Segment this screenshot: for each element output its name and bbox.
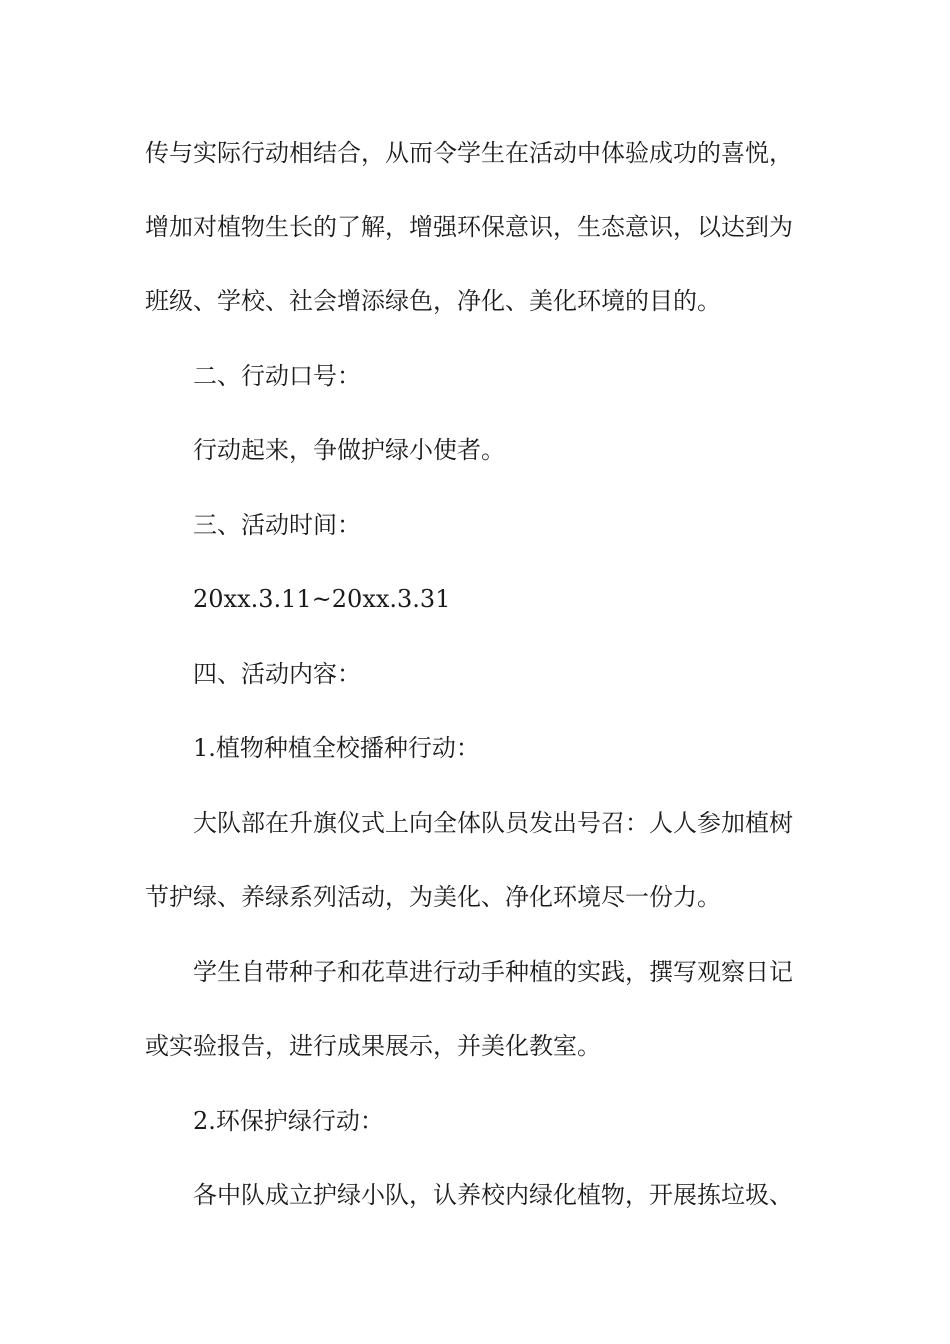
paragraph-line: 行动起来，争做护绿小使者。 xyxy=(193,436,505,464)
section-heading: 四、活动内容： xyxy=(193,660,361,688)
paragraph-line: 学生自带种子和花草进行动手种植的实践，撰写观察日记 xyxy=(193,958,793,986)
section-heading: 三、活动时间： xyxy=(193,511,361,539)
section-heading: 二、行动口号： xyxy=(193,362,361,390)
date-range: 20xx.3.11~20xx.3.31 xyxy=(193,585,451,613)
paragraph-line: 大队部在升旗仪式上向全体队员发出号召：人人参加植树 xyxy=(193,809,793,837)
paragraph-line: 节护绿、养绿系列活动，为美化、净化环境尽一份力。 xyxy=(145,883,721,911)
paragraph-line: 增加对植物生长的了解，增强环保意识，生态意识，以达到为 xyxy=(145,213,793,241)
paragraph-line: 班级、学校、社会增添绿色，净化、美化环境的目的。 xyxy=(145,287,721,315)
paragraph-line: 或实验报告，进行成果展示，并美化教室。 xyxy=(145,1032,601,1060)
paragraph-line: 传与实际行动相结合，从而令学生在活动中体验成功的喜悦， xyxy=(145,139,793,167)
paragraph-line: 各中队成立护绿小队，认养校内绿化植物，开展拣垃圾、 xyxy=(193,1181,793,1209)
subsection-heading: 2.环保护绿行动： xyxy=(193,1107,384,1135)
subsection-heading: 1.植物种植全校播种行动： xyxy=(193,734,480,762)
